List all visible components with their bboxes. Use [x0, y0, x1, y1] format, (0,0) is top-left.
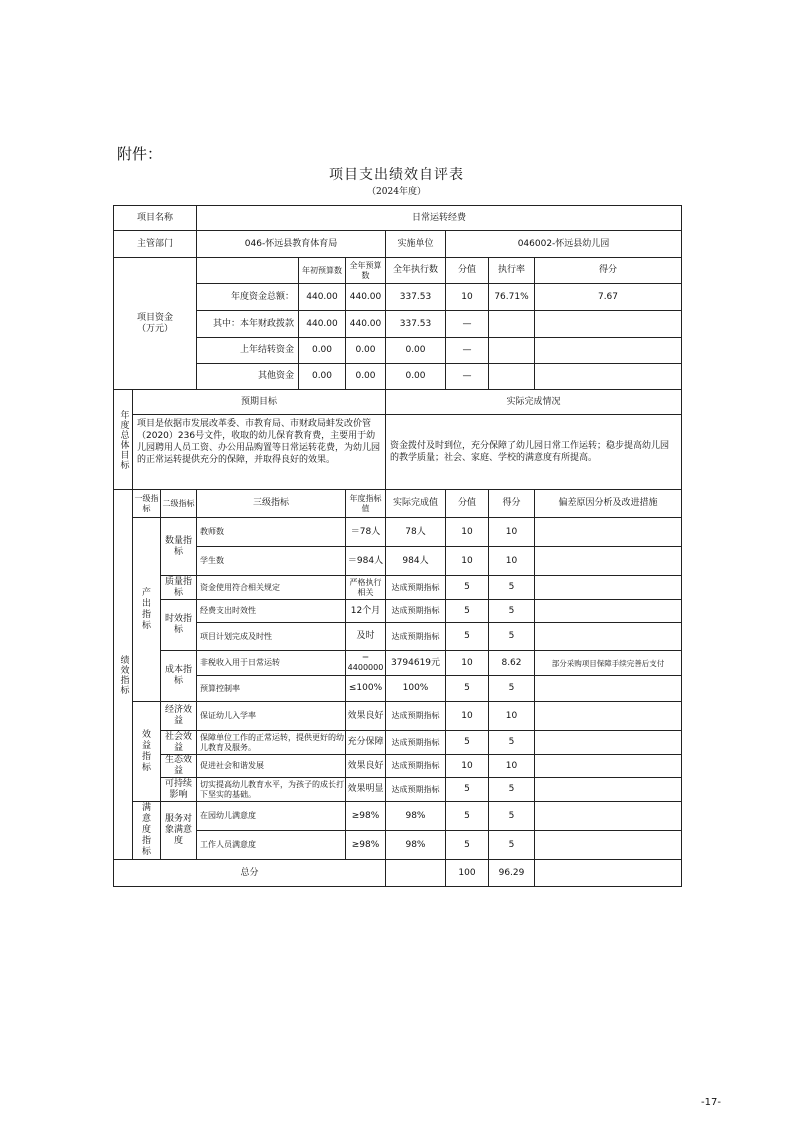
indicator-score: 5	[488, 730, 535, 755]
indicator-target: ≤100%	[345, 675, 386, 702]
total-label: 总分	[113, 859, 386, 887]
expected-goal-text: 项目是依据市发展改革委、市教育局、市财政局蚌发改价管（2020）236号文件，收取的幼儿保育教育费，主要用于幼儿园聘用人员工资、办公用品购置等日常运转花费，为幼儿园的正常运转提供充分的保障，并取得良好的效果。	[132, 414, 386, 490]
total-score: 96.29	[488, 859, 535, 887]
indicator-value: 10	[445, 517, 489, 547]
indicator-name: 教师数	[196, 517, 346, 547]
page-number: -17-	[701, 1097, 721, 1108]
level1-benefit: 效益指标	[132, 701, 161, 802]
level2-social: 社会效益	[160, 730, 197, 755]
indicator-reason	[534, 675, 682, 702]
indicator-value: 5	[445, 830, 489, 860]
indicator-target: ＝ 4400000	[345, 650, 386, 676]
funds-row-label: 年度资金总额：	[196, 283, 299, 311]
indicator-reason	[534, 801, 682, 831]
total-value: 100	[445, 859, 489, 887]
indicator-value: 5	[445, 622, 489, 651]
unit-label: 实施单位	[385, 230, 446, 258]
indicator-score: 5	[488, 599, 535, 623]
indicator-actual: 达成预期指标	[385, 730, 446, 755]
indicator-value: 10	[445, 546, 489, 576]
indicator-value: 5	[445, 675, 489, 702]
indicator-name: 促进社会和谐发展	[196, 754, 346, 778]
funds-initial: 0.00	[298, 337, 346, 364]
indicator-value: 10	[445, 754, 489, 778]
funds-header-scoreval: 分值	[445, 257, 489, 284]
level2-quality: 质量指标	[160, 575, 197, 600]
indicator-target: 充分保障	[345, 730, 386, 755]
indicator-reason	[534, 599, 682, 623]
indicator-target: 效果明显	[345, 777, 386, 802]
indicator-actual: 达成预期指标	[385, 754, 446, 778]
header-level1: 一级指标	[132, 489, 161, 518]
indicator-name: 学生数	[196, 546, 346, 576]
indicator-value: 5	[445, 777, 489, 802]
dept-value: 046-怀远县教育体育局	[196, 230, 386, 258]
indicator-name: 工作人员满意度	[196, 830, 346, 860]
project-name: 日常运转经费	[196, 205, 682, 231]
indicator-actual: 984人	[385, 546, 446, 576]
indicator-reason	[534, 830, 682, 860]
indicator-target: 12个月	[345, 599, 386, 623]
level2-cost: 成本指标	[160, 650, 197, 702]
funds-exec: 0.00	[385, 337, 446, 364]
funds-exec: 337.53	[385, 283, 446, 311]
funds-header-annual: 全年预算数	[345, 257, 386, 284]
funds-exec: 337.53	[385, 310, 446, 338]
indicator-name: 预算控制率	[196, 675, 346, 702]
level2-ecological: 生态效益	[160, 754, 197, 778]
indicator-score: 10	[488, 701, 535, 731]
indicator-actual: 达成预期指标	[385, 575, 446, 600]
funds-score	[534, 310, 682, 338]
year-label: （2024年度）	[367, 187, 426, 197]
funds-initial: 440.00	[298, 283, 346, 311]
header-score: 得分	[488, 489, 535, 518]
funds-scoreval: —	[445, 310, 489, 338]
indicator-score: 5	[488, 675, 535, 702]
indicator-name: 保障单位工作的正常运转，提供更好的幼儿教育及服务。	[196, 730, 346, 755]
indicator-score: 5	[488, 622, 535, 651]
actual-result-header: 实际完成情况	[385, 389, 682, 415]
indicator-score: 10	[488, 517, 535, 547]
indicator-reason: 部分采购项目保障手续完善后支付	[534, 650, 682, 676]
indicator-actual: 78人	[385, 517, 446, 547]
level2-timeliness: 时效指标	[160, 599, 197, 651]
funds-score	[534, 337, 682, 364]
indicator-actual: 达成预期指标	[385, 701, 446, 731]
indicator-name: 切实提高幼儿教育水平，为孩子的成长打下坚实的基础。	[196, 777, 346, 802]
indicator-actual: 达成预期指标	[385, 622, 446, 651]
indicator-target: 效果良好	[345, 754, 386, 778]
unit-value: 046002-怀远县幼儿园	[445, 230, 682, 258]
dept-label: 主管部门	[113, 230, 197, 258]
indicator-reason	[534, 575, 682, 600]
funds-initial: 0.00	[298, 363, 346, 390]
level2-sustainable: 可持续影响	[160, 777, 197, 802]
funds-scoreval: —	[445, 337, 489, 364]
funds-rate	[488, 363, 535, 390]
level2-quantity: 数量指标	[160, 517, 197, 576]
indicator-value: 10	[445, 650, 489, 676]
indicator-reason	[534, 730, 682, 755]
indicator-score: 8.62	[488, 650, 535, 676]
header-level2: 二级指标	[160, 489, 197, 518]
funds-rate	[488, 337, 535, 364]
indicator-reason	[534, 517, 682, 547]
page-title: 项目支出绩效自评表	[329, 167, 464, 183]
funds-rate	[488, 310, 535, 338]
indicator-target: ≥98%	[345, 830, 386, 860]
indicator-actual: 98%	[385, 830, 446, 860]
goals-side-label: 年度总体目标	[113, 389, 133, 490]
header-level3: 三级指标	[196, 489, 346, 518]
indicator-value: 5	[445, 730, 489, 755]
indicator-actual: 达成预期指标	[385, 599, 446, 623]
indicator-score: 5	[488, 575, 535, 600]
funds-header-rate: 执行率	[488, 257, 535, 284]
funds-header-exec: 全年执行数	[385, 257, 446, 284]
funds-exec: 0.00	[385, 363, 446, 390]
indicator-value: 10	[445, 701, 489, 731]
indicator-reason	[534, 777, 682, 802]
indicator-name: 非税收入用于日常运转	[196, 650, 346, 676]
indicator-score: 10	[488, 754, 535, 778]
indicator-value: 5	[445, 575, 489, 600]
indicator-reason	[534, 546, 682, 576]
actual-result-text: 资金拨付及时到位，充分保障了幼儿园日常工作运转；稳步提高幼儿园的教学质量；社会、家庭、学校的满意度有所提高。	[385, 414, 682, 490]
level2-economic: 经济效益	[160, 701, 197, 731]
funds-annual: 0.00	[345, 363, 386, 390]
indicator-actual: 达成预期指标	[385, 777, 446, 802]
header-actual: 实际完成值	[385, 489, 446, 518]
funds-header-blank	[196, 257, 299, 284]
header-target: 年度指标值	[345, 489, 386, 518]
funds-rate: 76.71%	[488, 283, 535, 311]
header-reason: 偏差原因分析及改进措施	[534, 489, 682, 518]
funds-row-label: 上年结转资金	[196, 337, 299, 364]
funds-row-label: 其他资金	[196, 363, 299, 390]
indicator-actual: 98%	[385, 801, 446, 831]
project-name-label: 项目名称	[113, 205, 197, 231]
indicator-score: 5	[488, 777, 535, 802]
funds-score: 7.67	[534, 283, 682, 311]
indicator-target: 及时	[345, 622, 386, 651]
indicator-score: 5	[488, 830, 535, 860]
indicators-side-label: 绩效指标	[113, 489, 133, 860]
expected-goal-header: 预期目标	[132, 389, 386, 415]
funds-annual: 440.00	[345, 310, 386, 338]
indicator-target: ＝78人	[345, 517, 386, 547]
funds-score	[534, 363, 682, 390]
indicator-name: 经费支出时效性	[196, 599, 346, 623]
indicator-actual: 3794619元	[385, 650, 446, 676]
indicator-target: ＝984人	[345, 546, 386, 576]
funds-header-initial: 年初预算数	[298, 257, 346, 284]
level1-satisfaction: 满意度指标	[132, 801, 161, 860]
funds-scoreval: 10	[445, 283, 489, 311]
indicator-target: 效果良好	[345, 701, 386, 731]
total-reason-blank	[534, 859, 682, 887]
indicator-target: ≥98%	[345, 801, 386, 831]
total-blank	[385, 859, 446, 887]
indicator-score: 10	[488, 546, 535, 576]
funds-scoreval: —	[445, 363, 489, 390]
level1-output: 产出指标	[132, 517, 161, 702]
indicator-value: 5	[445, 599, 489, 623]
indicator-name: 资金使用符合相关规定	[196, 575, 346, 600]
indicator-target: 严格执行相关	[345, 575, 386, 600]
funds-annual: 440.00	[345, 283, 386, 311]
attachment-label: 附件：	[117, 145, 163, 163]
indicator-value: 5	[445, 801, 489, 831]
indicator-name: 保证幼儿入学率	[196, 701, 346, 731]
header-value: 分值	[445, 489, 489, 518]
indicator-reason	[534, 701, 682, 731]
indicator-actual: 100%	[385, 675, 446, 702]
funds-label: 项目资金 （万元）	[113, 257, 197, 390]
funds-header-score: 得分	[534, 257, 682, 284]
indicator-reason	[534, 622, 682, 651]
funds-initial: 440.00	[298, 310, 346, 338]
indicator-name: 项目计划完成及时性	[196, 622, 346, 651]
indicator-name: 在园幼儿满意度	[196, 801, 346, 831]
level2-service-satisfaction: 服务对象满意度	[160, 801, 197, 860]
funds-row-label: 其中：本年财政拨款	[196, 310, 299, 338]
funds-annual: 0.00	[345, 337, 386, 364]
indicator-reason	[534, 754, 682, 778]
indicator-score: 5	[488, 801, 535, 831]
